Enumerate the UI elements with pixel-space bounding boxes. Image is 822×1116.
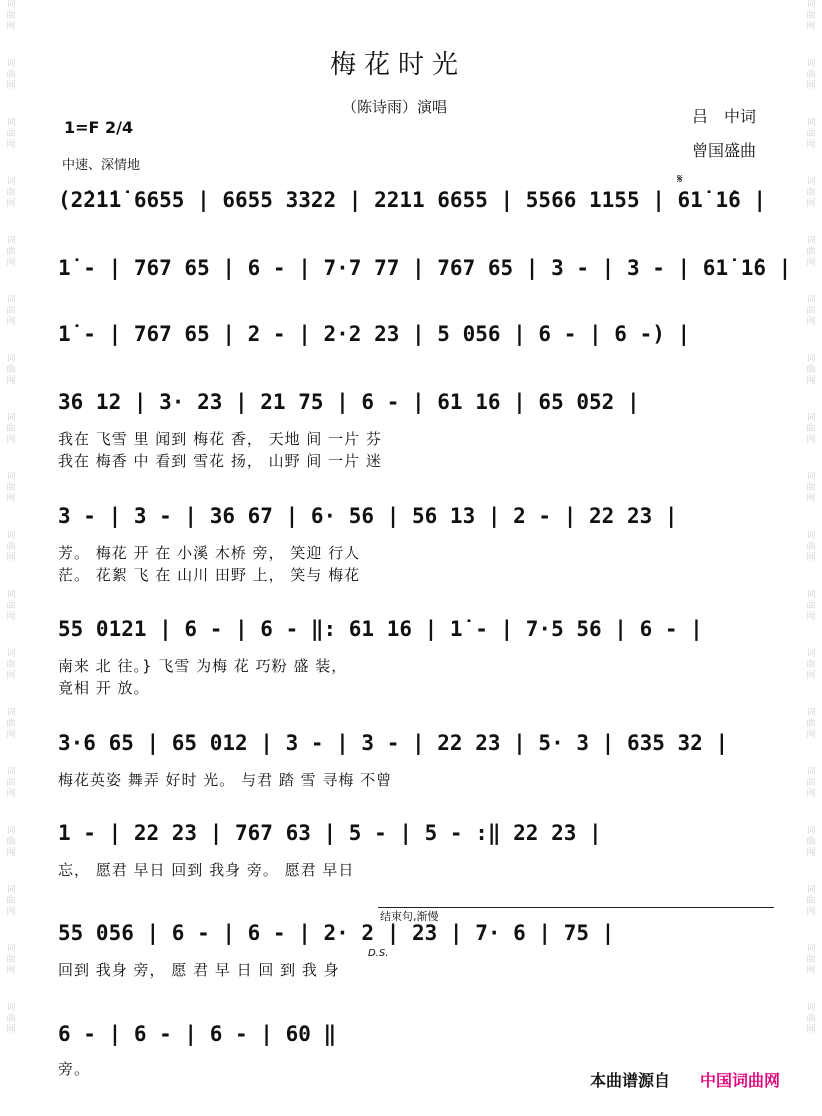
watermark-char: 曲 xyxy=(806,70,816,80)
watermark-char: 网 xyxy=(806,1025,816,1035)
watermark-char: 词 xyxy=(806,826,816,836)
watermark-group xyxy=(804,590,818,623)
watermark-char: 网 xyxy=(806,612,816,622)
watermark-group xyxy=(4,1003,18,1036)
lyrics-verse-2: 茫。 花絮 飞 在 山川 田野 上， 笑与 梅花 xyxy=(58,566,361,584)
watermark-char: 网 xyxy=(6,1025,16,1035)
lyrics-verse-1: 回到 我身 旁， 愿 君 早 日 回 到 我 身 xyxy=(58,961,340,979)
watermark-char: 词 xyxy=(806,472,816,482)
watermark-char: 网 xyxy=(806,199,816,209)
watermark-char: 网 xyxy=(806,789,816,799)
watermark-char: 网 xyxy=(6,553,16,563)
watermark-char: 曲 xyxy=(806,365,816,375)
watermark-char: 曲 xyxy=(806,129,816,139)
watermark-group xyxy=(804,295,818,328)
watermark-char: 词 xyxy=(6,708,16,718)
key-signature: 1=F 2/4 xyxy=(64,118,134,137)
notes-line: 3·6 65 | 65 012 | 3 - | 3 - | 22 23 | 5· 3 | 635 32 | xyxy=(58,731,729,755)
watermark-char: 曲 xyxy=(6,424,16,434)
watermark-group xyxy=(804,472,818,505)
watermark-char: 词 xyxy=(806,531,816,541)
notes-line: 55 0121 | 6 - | 6 - ‖: 61 16 | 1̇ - | 7·5 56 | 6 - | xyxy=(58,617,703,641)
watermark-char: 网 xyxy=(806,376,816,386)
watermark-char: 曲 xyxy=(806,306,816,316)
watermark-char: 词 xyxy=(806,413,816,423)
lyrics-verse-1: 旁。 xyxy=(58,1060,91,1078)
watermark-group xyxy=(4,767,18,800)
watermark-char: 词 xyxy=(6,0,16,10)
watermark-char: 曲 xyxy=(6,542,16,552)
segno-mark: 𝄋 xyxy=(677,172,683,187)
watermark-group xyxy=(804,177,818,210)
lyrics-verse-2: 竟相 开 放。 xyxy=(58,679,150,697)
watermark-char: 词 xyxy=(6,590,16,600)
watermark-char: 网 xyxy=(806,494,816,504)
notes-line: (2̇2̇1̇1̇ 6655 | 6655 3322 | 2211 6655 | 5566 1155 | 61̇ 1̇6 | xyxy=(58,188,767,212)
right-watermark xyxy=(804,0,818,1116)
watermark-group xyxy=(4,590,18,623)
watermark-char: 词 xyxy=(806,0,816,10)
watermark-group xyxy=(4,0,18,33)
watermark-group xyxy=(804,767,818,800)
watermark-char: 曲 xyxy=(806,837,816,847)
watermark-char: 曲 xyxy=(6,306,16,316)
watermark-char: 曲 xyxy=(6,837,16,847)
watermark-char: 曲 xyxy=(806,11,816,21)
watermark-group xyxy=(804,413,818,446)
watermark-char: 词 xyxy=(806,944,816,954)
watermark-char: 网 xyxy=(806,140,816,150)
watermark-char: 网 xyxy=(6,789,16,799)
watermark-group xyxy=(804,649,818,682)
watermark-char: 网 xyxy=(806,317,816,327)
watermark-group xyxy=(4,531,18,564)
watermark-group xyxy=(804,708,818,741)
notes-line: 1̇ - | 767 65 | 2 - | 2·2 23 | 5 056 | 6 - | 6 -) | xyxy=(58,322,691,346)
watermark-char: 网 xyxy=(806,22,816,32)
watermark-group xyxy=(4,118,18,151)
watermark-char: 曲 xyxy=(806,955,816,965)
watermark-group xyxy=(4,472,18,505)
watermark-group xyxy=(804,531,818,564)
watermark-char: 曲 xyxy=(806,896,816,906)
lyrics-verse-1: 梅花英姿 舞弄 好时 光。 与君 踏 雪 寻梅 不曾 xyxy=(58,771,393,789)
watermark-char: 曲 xyxy=(6,247,16,257)
watermark-char: 词 xyxy=(806,708,816,718)
watermark-char: 词 xyxy=(806,177,816,187)
watermark-char: 词 xyxy=(6,295,16,305)
watermark-char: 网 xyxy=(6,966,16,976)
lyrics-verse-1: 忘， 愿君 早日 回到 我身 旁。 愿君 早日 xyxy=(58,861,355,879)
watermark-char: 网 xyxy=(806,907,816,917)
watermark-group xyxy=(4,59,18,92)
watermark-char: 网 xyxy=(806,81,816,91)
watermark-char: 曲 xyxy=(6,188,16,198)
watermark-char: 网 xyxy=(6,376,16,386)
watermark-group xyxy=(4,177,18,210)
watermark-group xyxy=(804,0,818,33)
composer-credit: 曾国盛曲 xyxy=(692,141,757,160)
watermark-group xyxy=(804,885,818,918)
watermark-char: 词 xyxy=(6,118,16,128)
watermark-char: 曲 xyxy=(806,601,816,611)
watermark-char: 网 xyxy=(806,730,816,740)
watermark-char: 网 xyxy=(806,435,816,445)
watermark-char: 词 xyxy=(806,649,816,659)
watermark-char: 词 xyxy=(6,885,16,895)
song-title: 梅花时光 xyxy=(330,50,467,80)
watermark-char: 词 xyxy=(806,118,816,128)
watermark-char: 网 xyxy=(6,140,16,150)
watermark-group xyxy=(4,826,18,859)
watermark-char: 曲 xyxy=(806,483,816,493)
lyrics-verse-1: 南来 北 往。} 飞雪 为梅 花 巧粉 盛 装， xyxy=(58,657,348,675)
watermark-char: 曲 xyxy=(806,247,816,257)
watermark-char: 曲 xyxy=(806,424,816,434)
watermark-char: 词 xyxy=(806,354,816,364)
watermark-char: 网 xyxy=(6,258,16,268)
tempo-marking: 中速、深情地 xyxy=(62,158,141,173)
watermark-char: 曲 xyxy=(6,129,16,139)
ds-mark: D.S. xyxy=(368,948,389,959)
watermark-char: 词 xyxy=(6,649,16,659)
watermark-group xyxy=(804,59,818,92)
singer-credit: （陈诗雨）演唱 xyxy=(342,98,448,116)
watermark-group xyxy=(804,236,818,269)
watermark-char: 曲 xyxy=(6,955,16,965)
ending-mark: 结束句,渐慢 xyxy=(380,910,439,923)
notes-line: 3 - | 3 - | 36 67 | 6· 56 | 56 13 | 2 - | 22 23 | xyxy=(58,504,678,528)
watermark-group xyxy=(804,944,818,977)
watermark-char: 词 xyxy=(6,236,16,246)
watermark-group xyxy=(4,885,18,918)
watermark-char: 网 xyxy=(6,22,16,32)
watermark-char: 词 xyxy=(6,531,16,541)
lyrics-verse-1: 我在 飞雪 里 闻到 梅花 香， 天地 间 一片 芬 xyxy=(58,430,382,448)
watermark-char: 词 xyxy=(806,590,816,600)
watermark-char: 网 xyxy=(6,494,16,504)
notes-line: 1̇ - | 767 65 | 6 - | 7·7 77 | 767 65 | 3 - | 3 - | 61̇ 1̇6 | xyxy=(58,256,792,280)
watermark-char: 词 xyxy=(6,59,16,69)
watermark-char: 词 xyxy=(806,236,816,246)
watermark-char: 网 xyxy=(6,81,16,91)
watermark-group xyxy=(804,354,818,387)
watermark-char: 曲 xyxy=(6,1014,16,1024)
watermark-char: 词 xyxy=(806,1003,816,1013)
watermark-char: 曲 xyxy=(806,719,816,729)
watermark-char: 词 xyxy=(6,944,16,954)
watermark-char: 词 xyxy=(806,295,816,305)
lyrics-verse-2: 我在 梅香 中 看到 雪花 扬， 山野 间 一片 迷 xyxy=(58,452,382,470)
ending-line xyxy=(378,907,774,909)
watermark-char: 曲 xyxy=(6,896,16,906)
lyrics-verse-1: 芳。 梅花 开 在 小溪 木桥 旁， 笑迎 行人 xyxy=(58,544,361,562)
watermark-char: 曲 xyxy=(806,542,816,552)
watermark-char: 网 xyxy=(6,435,16,445)
watermark-group xyxy=(4,944,18,977)
watermark-char: 词 xyxy=(806,885,816,895)
watermark-char: 曲 xyxy=(6,719,16,729)
watermark-char: 网 xyxy=(6,671,16,681)
watermark-char: 曲 xyxy=(806,188,816,198)
watermark-char: 网 xyxy=(806,553,816,563)
watermark-char: 词 xyxy=(6,767,16,777)
watermark-char: 曲 xyxy=(6,660,16,670)
watermark-char: 曲 xyxy=(806,1014,816,1024)
watermark-group xyxy=(4,413,18,446)
watermark-char: 词 xyxy=(6,413,16,423)
notes-line: 1 - | 22 23 | 767 63 | 5 - | 5 - :‖ 22 23 | xyxy=(58,821,602,845)
notes-line: 36 12 | 3· 23 | 21 75 | 6 - | 61 16 | 65 052 | xyxy=(58,390,640,414)
watermark-char: 网 xyxy=(6,317,16,327)
watermark-char: 曲 xyxy=(6,365,16,375)
footer-source: 本曲谱源自 xyxy=(590,1071,671,1090)
watermark-char: 词 xyxy=(806,767,816,777)
watermark-char: 网 xyxy=(806,966,816,976)
notes-line: 6 - | 6 - | 6 - | 60 ‖ xyxy=(58,1022,337,1046)
watermark-char: 曲 xyxy=(6,778,16,788)
watermark-char: 词 xyxy=(6,472,16,482)
watermark-group xyxy=(4,236,18,269)
watermark-char: 曲 xyxy=(806,660,816,670)
watermark-char: 网 xyxy=(6,907,16,917)
watermark-group xyxy=(4,708,18,741)
left-watermark xyxy=(4,0,18,1116)
watermark-group xyxy=(4,649,18,682)
watermark-group xyxy=(804,1003,818,1036)
watermark-char: 曲 xyxy=(6,483,16,493)
watermark-char: 曲 xyxy=(6,70,16,80)
watermark-char: 网 xyxy=(6,612,16,622)
watermark-char: 词 xyxy=(6,826,16,836)
notes-line: 55 056 | 6 - | 6 - | 2· 2 | 23 | 7· 6 | 75 | xyxy=(58,921,615,945)
lyricist-credit: 吕 中词 xyxy=(692,107,757,126)
footer-site-link[interactable]: 中国词曲网 xyxy=(700,1071,781,1090)
watermark-char: 词 xyxy=(6,1003,16,1013)
watermark-char: 曲 xyxy=(806,778,816,788)
watermark-group xyxy=(4,354,18,387)
watermark-char: 曲 xyxy=(6,11,16,21)
watermark-char: 网 xyxy=(6,730,16,740)
watermark-char: 词 xyxy=(6,177,16,187)
watermark-char: 词 xyxy=(806,59,816,69)
watermark-char: 词 xyxy=(6,354,16,364)
watermark-char: 曲 xyxy=(6,601,16,611)
watermark-char: 网 xyxy=(806,848,816,858)
watermark-char: 网 xyxy=(806,671,816,681)
watermark-char: 网 xyxy=(6,199,16,209)
watermark-group xyxy=(804,118,818,151)
watermark-char: 网 xyxy=(806,258,816,268)
watermark-group xyxy=(804,826,818,859)
watermark-char: 网 xyxy=(6,848,16,858)
watermark-group xyxy=(4,295,18,328)
